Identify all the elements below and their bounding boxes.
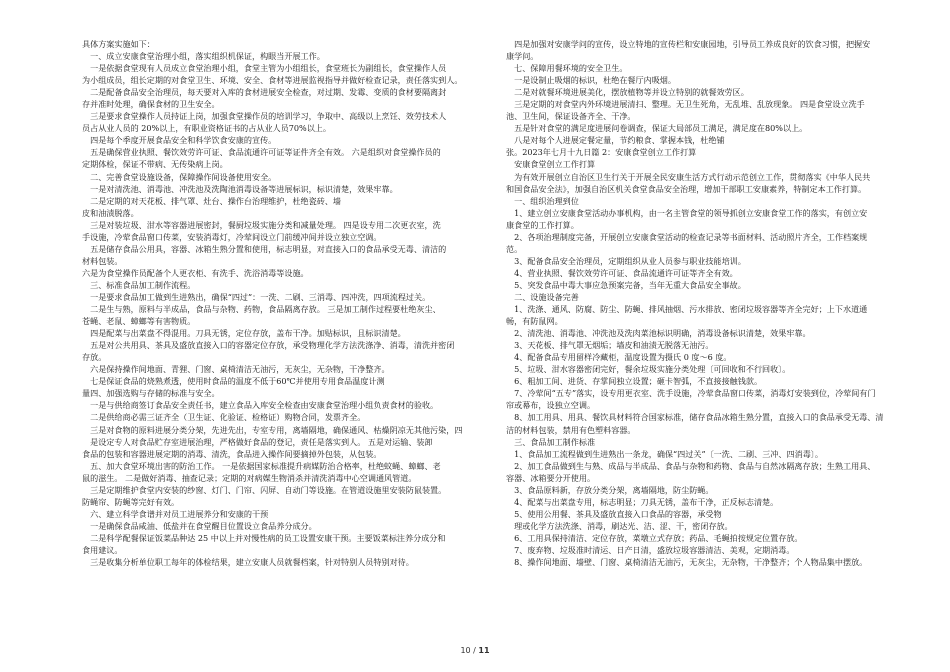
text-line: 三是对装垃圾、泔水等容器进展密封，餐厨垃圾实施分类和减量处理。 四是设专用二次更衣室，洗: [82, 219, 441, 230]
text-line: 张。2023年七月十九日篇 2：安康食堂创立工作打算: [506, 147, 697, 158]
text-line: 五、加大食堂环境出害的防治工作。 一是依据国家标准提升病媒防治合格率，杜绝蚊蝇、蟑螂、老: [82, 460, 441, 471]
text-line: 3、食品原料新，存放分类分架，离墙隔地，防尘防蝇。: [506, 484, 714, 495]
text-line: 4、配备食品专用留样冷藏柜，温度设置为摄氏 0 度～6 度。: [506, 352, 732, 363]
text-line: 和国食品安全法》，加强自治区机关食堂食品安全治理，增加干部职工安康素养，特制定本工作打算。: [506, 183, 867, 194]
text-line: 存并准时处理，确保食材的卫生安全。: [82, 99, 220, 110]
text-line: 4、配菜与出菜盘专用，标志明显；刀具无锈，盖布干净，正反标志清楚。: [506, 496, 779, 507]
text-line: 二、完善食堂设施设备，保障操作间设备使用安全。: [82, 171, 277, 182]
text-line: 二是配备食品安全治理员，每天要对入库的食材进展安全检查，对过期、发霉、变质的食材要隔离封: [82, 87, 447, 98]
left-text-column: [82, 38, 478, 568]
text-line: 四是每个季度开展食品安全和科学饮食安康的宣传。: [82, 135, 277, 146]
text-line: 七是保证食品的烧熟煮透，使用时食品的温度不低于60℃并使用专用食品温度计测: [82, 376, 385, 387]
text-line: 苍蝇、老鼠、蟑螂等有害物质。: [82, 316, 196, 327]
text-line: 三是对食物的原料进展分类分架，先进先出，专室专用，离墙隔地，确保通风、枯燥阴凉无其他污染，四: [82, 424, 463, 435]
text-line: 五是储存食品公用具，容器、冰箱生熟分置和使用，标志明显，对直接入口的食品承受无毒、清洁的: [82, 243, 447, 254]
text-line: 八是对每个人进展定餐定量，节约粮食、掌握本钱，杜绝铺: [506, 135, 725, 146]
text-line: 六是为食堂操作员配备个人更衣柜、有洗手、洗浴消毒等设施。: [82, 267, 309, 278]
text-line: 一是依据食堂现有人员成立食堂治理小组，食堂主管为小组组长，食堂班长为副组长，食堂操作人员: [82, 63, 447, 74]
text-line: 具体方案实施如下：: [82, 39, 155, 49]
text-line: 范。: [506, 243, 523, 254]
text-line: 三、标准食品加工制作流程。: [82, 279, 196, 290]
text-line: 一是设制止吸烟的标识，杜绝在餐厅内吸烟。: [506, 75, 676, 86]
text-line: 8、操作间地面、墙壁、门窗、桌椅清洁无油污，无灰尘，无杂物，干净整齐；个人物品集中摆放。: [506, 557, 868, 568]
text-line: 防蝇帘、防蝇等完好有效。: [82, 496, 180, 507]
text-line: 三是收集分析单位职工每年的体检结果，建立安康人员就餐档案，针对特别人员特别对待。: [82, 557, 414, 568]
text-line: 1、食品加工流程做到生进熟出一条龙，确保“四过关”〔一洗、二刷、三冲、四消毒〕。: [506, 448, 823, 459]
page-current: 10: [460, 646, 471, 655]
text-line: 鼠的滋生。 二是做好消毒、抽查记录；定期的对病媒生物消杀并清洗消毒中心空调通风管道。: [82, 472, 417, 483]
text-line: 存放。: [82, 352, 107, 363]
text-line: 定期体检，保证不带病、无传染病上岗。: [82, 159, 228, 170]
text-line: 一、成立安康食堂治理小组，落实组织机保证，构眼当开展工作。: [82, 51, 325, 62]
text-line: 五是针对食堂的满足度进展问卷调查，保证大局部员工满足，满足度在80%以上。: [506, 123, 808, 134]
text-line: 5、突发食品中毒大事应急预案完备，当年无重大食品安全事故。: [506, 279, 746, 290]
text-line: 5、垃圾、泔水容器密闭完好，餐余垃圾实施分类处理〔可回收和不行回收〕。: [506, 364, 791, 375]
text-line: 8、加工用具、用具、餐饮具材料符合国家标准，储存食品冰箱生熟分置，直接入口的食品承受无毒、清: [506, 412, 884, 423]
text-line: 4、营业执照、餐饮效劳许可证、食品流通许可证等齐全有效。: [506, 267, 738, 278]
page-total: 11: [478, 646, 490, 655]
text-line: 3、天花板、排气罩无烟垢；墙皮和油渍无脱落无油污。: [506, 340, 714, 351]
text-line: 员占从业人员的 20%以上，有职业资格证书的占从业人员70%以上。: [82, 123, 331, 134]
page-number: [0, 646, 950, 655]
text-line: 康食堂的工作打算。: [506, 219, 579, 230]
text-line: 7、冷荤间“五专”落实，设专用更衣室、洗手设施，冷荤食品窗口传菜，消毒灯安装到位，冷荤间有门: [506, 388, 876, 399]
text-line: 四是加强对安康学问的宣传，设立特地的宣传栏和安康园地，引导员工养成良好的饮食习惯，把握安: [506, 39, 871, 49]
text-line: 二是科学配餐保证饭菜品种达 25 中以上并对慢性病的员工设置安康干预。主要饭菜标注养分成分和: [82, 532, 446, 543]
text-line: 七、保障用餐环境的安全卫生。: [506, 63, 628, 74]
text-line: 食品的包装和容器进展定期的消毒、清洗，食品进入操作间要摘掉外包装，从包装。: [82, 448, 382, 459]
text-line: 四是配菜与出菜盘不得混用。刀具无锈，定位存放，盖布干净。加贴标识，且标识清楚。: [82, 328, 406, 339]
text-line: 六、建立科学食谱并对员工进展养分和安康的干预: [82, 508, 269, 519]
text-line: 容器、冰箱要分开使用。: [506, 472, 596, 483]
text-line: 食用建议。: [82, 544, 123, 555]
text-line: 5、使用公用餐、茶具及盛放直接入口食品的容器，承受物: [506, 508, 722, 519]
text-line: 一、组织治理到位: [506, 195, 579, 206]
page-separator: /: [470, 646, 479, 655]
text-line: 材料包装。: [82, 255, 123, 266]
text-line: 三是定期的对食堂内外环境进展清扫、整理。无卫生死角，无乱堆、乱放现象。 四是食堂设立洗手: [506, 99, 865, 110]
text-line: 三、食品加工制作标准: [506, 436, 596, 447]
text-line: 2、加工食品做到生与熟、成品与半成品、食品与杂物和药物、食品与自然冰隔离存放；生熟工用具、: [506, 460, 876, 471]
text-line: 一是要求食品加工做到生进熟出，确保“四过”：一洗、二刷、三消毒、四冲洗，四项流程过关。: [82, 291, 431, 302]
text-line: 量四、加强选购与存储的标准与安全。: [82, 388, 220, 399]
text-line: 为有效开展创立自治区卫生行关于开展全民安康生活方式行动示范创立工作，贯彻落实《中华人民共: [506, 171, 871, 182]
text-line: 手设施，冷荤食品窗口传菜，安装消毒灯，冷荤间设立门前缓冲间并设立独立空调。: [82, 231, 382, 242]
text-line: 洁的材料包装，禁用有色塑料容器。: [506, 424, 636, 435]
text-line: 帘或幕布，设独立空调。: [506, 400, 596, 411]
text-line: 7、废弃物、垃圾准时清运、日产日清，盛放垃圾容器清洁、美观，定期消毒。: [506, 544, 795, 555]
text-line: 池、卫生间，保证设备齐全、干净。: [506, 111, 636, 122]
text-line: 二是供给商必需三证齐全（卫生证、化验证、检格证）购物合同，发票齐全。: [82, 412, 366, 423]
text-line: 一是确保食品咸油、低盐并在食堂醒目位置设立食品养分成分。: [82, 520, 317, 531]
text-line: 二、设施设备完善: [506, 291, 579, 302]
text-line: 六是保持操作间地面、青狸、门窗、桌椅清洁无油污，无灰尘，无杂物，干净整齐。: [82, 364, 390, 375]
text-line: 是设定专人对食品贮存室进展治理，严格做好食品的登记，责任是落实到人。 五是对运输、装卸: [82, 436, 433, 447]
text-line: 2、清洗池、消毒池、冲洗池及洗肉菜池标识明确，消毒设备标识清楚，效果牢靠。: [506, 328, 811, 339]
text-line: 一是对清洗池、消毒池、冲洗池及洗陶池消毒设备等进展标识，标识清楚，效果牢靠。: [82, 183, 398, 194]
text-line: 三是定期维护食堂内安装的纱窗、灯门、门帘、闪屏、自动门等设施。在管道设施里安装防鼠装置。: [82, 484, 447, 495]
text-line: 五是对公共用具、茶具及盛放直接入口的容器定位存放，承受物理化学方法洗涤净、消毒，清洗并密闭: [82, 340, 455, 351]
text-line: 6、粗加工间、进货、存掌间独立设置；砸卡智弧，不直接接触钱款。: [506, 376, 763, 387]
text-line: 二是生与熟，原料与半成品，食品与杂物、药物，食品隔离存放。 三是加工制作过程要杜绝灰尘、: [82, 304, 441, 315]
text-line: 一是与供给商签订食品安全责任书，建立食品入库安全检查由安康食堂治理小组负责食材的验收。: [82, 400, 439, 411]
text-line: 畅，有防鼠网。: [506, 316, 563, 327]
text-line: 6、工用具保持清洁、定位存放，菜墩立式存放；药品、毛蝇拍按规定位置存放。: [506, 532, 803, 543]
text-line: 二是对就餐环境进展美化，摆放植物等并设立特别的就餐效劳区。: [506, 87, 749, 98]
text-line: 理或化学方法洗涤、消毒，刷达光、洁、涩、干，密闭存放。: [506, 520, 733, 531]
text-line: 1、洗涤、通风、防腐、防尘、防蝇、排风抽烟、污水排放、密闭垃圾容器等齐全完好；上下水道通: [506, 304, 868, 315]
text-line: 三是要求食堂操作人员持证上岗，加强食堂操作员的培训学习，争取中、高级以上烹饪、效劳技术人: [82, 111, 447, 122]
right-text-column: [506, 38, 902, 568]
text-line: 1、建立创立安康食堂活动办事机构，由一名主管食堂的领导抓创立安康食堂工作的落实，有创立安: [506, 207, 868, 218]
text-line: 2、各项治理制度完备，开展创立安康食堂活动的检查记录等书面材料、活动照片齐全，工作档案规: [506, 231, 868, 242]
text-line: 二是定期的对天花板、排气罩、灶台、操作台治理维护，杜绝瓷砖、墙: [82, 195, 342, 206]
text-line: 3、配备食品安全治理员，定期组织从业人员参与职业技能培训。: [506, 255, 746, 266]
text-line: 安康食堂创立工作打算: [506, 159, 596, 170]
text-line: 康学问。: [506, 51, 539, 62]
text-line: 皮和油渍脱落。: [82, 207, 139, 218]
text-line: 为小组成员，组长定期的对食堂卫生、环境、安全、食材等进展监视指导并做好检查记录，责任落实到人。: [82, 75, 463, 86]
text-line: 五是确保营业执照、餐饮效劳许可证、食品流通许可证等证件齐全有效。 六是组织对食堂操作员的: [82, 147, 441, 158]
